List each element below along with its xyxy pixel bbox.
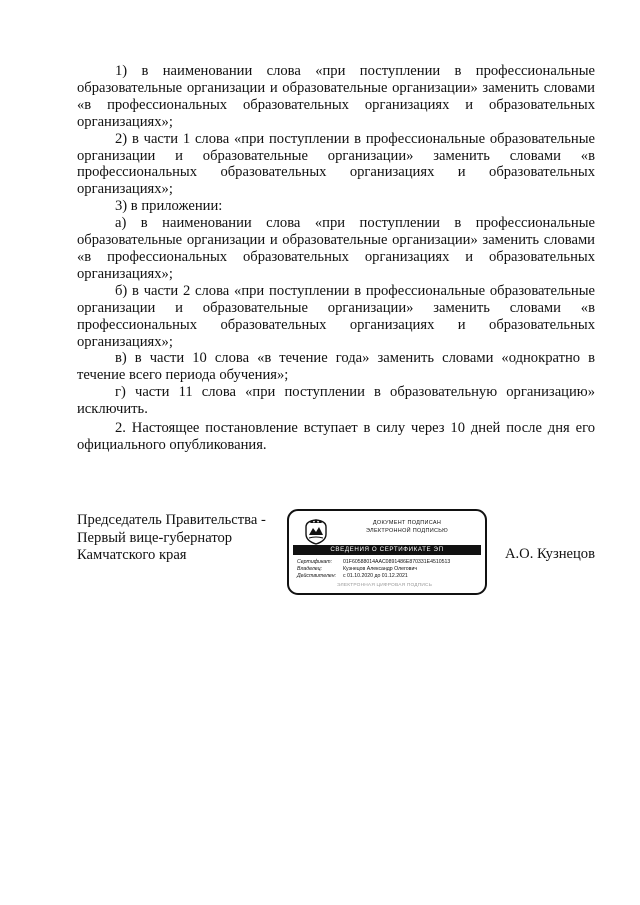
stamp-header	[337, 520, 477, 535]
signer-position-line: Первый вице-губернатор	[77, 529, 233, 546]
e-signature-stamp	[287, 509, 487, 595]
stamp-label: Действителен:	[297, 573, 337, 579]
stamp-validity-row	[297, 573, 483, 580]
effective-date-clause: 2. Настоящее постановление вступает в силу через 10 дней после дня его официального опубликования.	[77, 420, 595, 453]
stamp-details	[297, 559, 483, 580]
amendment-item: в) в части 10 слова «в течение года» заменить словами «однократно в течение всего периода обучения»;	[77, 350, 595, 384]
amendment-item: 2) в части 1 слова «при поступлении в профессиональные образовательные организации и образовательные организации» заменить словами «в профессиональных образовательных организациях и образовательных организациях»;	[77, 130, 595, 198]
coat-of-arms-icon	[303, 517, 329, 545]
stamp-header-line: ЭЛЕКТРОННОЙ ПОДПИСЬЮ	[365, 527, 449, 534]
signee-name: А.О. Кузнецов	[504, 546, 595, 562]
stamp-header-line: ДОКУМЕНТ ПОДПИСАН	[372, 520, 442, 526]
stamp-owner-row	[297, 566, 483, 573]
amendment-item: б) в части 2 слова «при поступлении в профессиональные образовательные организации и образовательные организации» заменить словами «в профессиональных образовательных организациях и образовательных организациях»;	[77, 282, 595, 350]
stamp-footer: ЭЛЕКТРОННАЯ ЦИФРОВАЯ ПОДПИСЬ	[337, 583, 433, 588]
document-body	[77, 63, 595, 454]
signer-position-line: Председатель Правительства -	[77, 512, 266, 528]
amendment-item: г) части 11 слова «при поступлении в образовательную организацию» исключить.	[77, 384, 595, 418]
stamp-label: Сертификат:	[297, 559, 333, 565]
amendment-item: 1) в наименовании слова «при поступлении в профессиональные образовательные организации и образовательные организации» заменить словами «в профессиональных образовательных организациях и образовательных организациях»;	[77, 63, 595, 130]
stamp-certificate-bar: СВЕДЕНИЯ О СЕРТИФИКАТЕ ЭП	[293, 545, 481, 555]
stamp-certificate-row	[297, 559, 483, 566]
amendment-item: 3) в приложении:	[115, 198, 223, 215]
stamp-label: Владелец:	[297, 566, 323, 572]
stamp-value: Кузнецов Александр Олегович	[343, 566, 418, 572]
stamp-value: 01F60588014AAC0891486E870331E4510513	[343, 559, 451, 565]
signer-position	[77, 512, 287, 565]
stamp-value: с 01.10.2020 до 01.12.2021	[343, 573, 408, 579]
amendment-item: а) в наименовании слова «при поступлении в профессиональные образовательные организации и образовательные организации» заменить словами «в профессиональных образовательных организациях и образовательных организациях»;	[77, 215, 595, 282]
signer-position-line: Камчатского края	[77, 547, 187, 563]
